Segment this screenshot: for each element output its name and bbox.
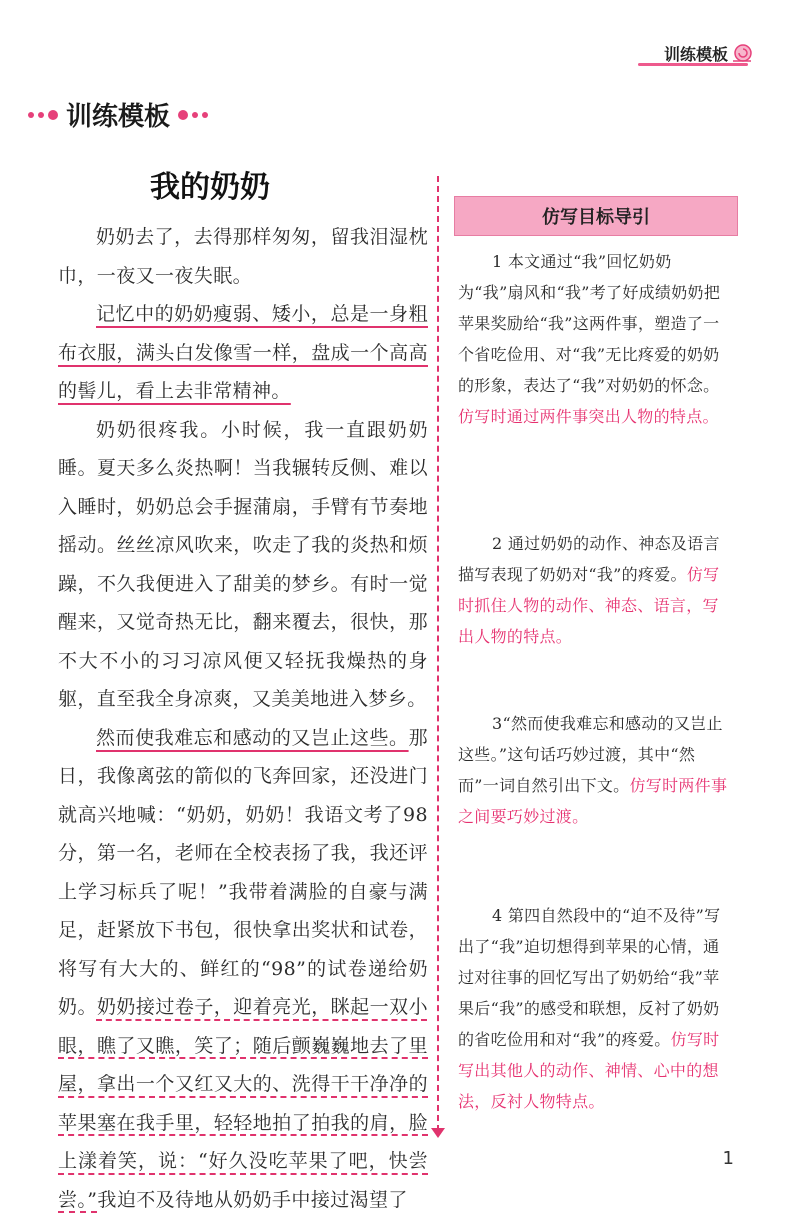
dot: [28, 112, 34, 118]
note-tip: 仿写时写出其他人的动作、神情、心中的想法，反衬人物特点。: [458, 1030, 719, 1111]
guide-title: 仿写目标导引: [542, 203, 650, 229]
note-text: 2 通过奶奶的动作、神态及语言描写表现了奶奶对“我”的疼爱。: [458, 534, 720, 584]
paragraph-3: 奶奶很疼我。小时候，我一直跟奶奶睡。夏天多么炎热啊！当我辗转反侧、难以入睡时，奶奶总会手握蒲扇，手臂有节奏地摇动。丝丝凉风吹来，吹走了我的炎热和烦躁，不久我便进入了甜美的梦乡。有时一觉醒来，又觉奇热无比，翻来覆去，很快，那不大不小的习习凉风便又轻抚我燥热的身躯，直至我全身凉爽，又美美地进入梦乡。: [58, 411, 428, 719]
snail-icon: [730, 40, 754, 64]
note-text: 1 本文通过“我”回忆奶奶为“我”扇风和“我”考了好成绩奶奶把苹果奖励给“我”这两件事，塑造了一个省吃俭用、对“我”无比疼爱的奶奶的形象，表达了“我”对奶奶的怀念。: [458, 252, 720, 395]
dot: [192, 112, 198, 118]
header-tab: [646, 38, 756, 68]
article-title: 我的奶奶: [150, 162, 428, 206]
guide-note-3: [458, 708, 730, 832]
guide-note-2: [458, 528, 730, 652]
dot: [202, 112, 208, 118]
paragraph-4: [58, 719, 428, 1219]
note-text: 4 第四自然段中的“迫不及待”写出了“我”迫切想得到苹果的心情，通过对往事的回忆写出了奶奶给“我”苹果后“我”的感受和联想，反衬了奶奶的省吃俭用和对“我”的疼爱。: [458, 906, 720, 1049]
heading-dots-right: [178, 110, 208, 120]
section-heading: [28, 96, 208, 133]
guide-note-4: [458, 900, 730, 1117]
paragraph-1: 奶奶去了，去得那样匆匆，留我泪湿枕巾，一夜又一夜失眠。: [58, 218, 428, 295]
guide-note-1: [458, 246, 730, 432]
dashed-divider: [437, 176, 439, 1131]
underlined-text: 记忆中的奶奶瘦弱、矮小，总是一身粗布衣服，满头白发像雪一样，盘成一个高高的髻儿，看上去非常精神。: [58, 303, 428, 402]
paragraph-2: [58, 295, 428, 411]
dot: [38, 112, 44, 118]
article: [58, 162, 428, 1219]
page-number: 1: [723, 1148, 734, 1169]
note-tip: 仿写时两件事之间要巧妙过渡。: [458, 776, 727, 826]
arrow-down-icon: [431, 1128, 445, 1138]
note-text: 3“然而使我难忘和感动的又岂止这些。”这句话巧妙过渡，其中“然而”一词自然引出下文。: [458, 714, 723, 795]
dot: [178, 110, 188, 120]
paragraph-4-text: 那日，我像离弦的箭似的飞奔回家，还没进门就高兴地喊：“奶奶，奶奶！我语文考了98分，第一名，老师在全校表扬了我，我还评上学习标兵了呢！”我带着满脸的自豪与满足，赶紧放下书包，很快拿出奖状和试卷，将写有大大的、鲜红的“98”的试卷递给奶奶。: [58, 727, 428, 1019]
note-tip: 仿写时抓住人物的动作、神态、语言，写出人物的特点。: [458, 565, 719, 646]
section-heading-label: 训练模板: [66, 96, 170, 133]
dotted-underlined-text: 奶奶接过卷子，迎着亮光，眯起一双小眼，瞧了又瞧，笑了；随后颤巍巍地去了里屋，拿出一个又红又大的、洗得干干净净的苹果塞在我手里，轻轻地拍了拍我的肩，脸上漾着笑，说：“好久没吃苹果了吧，快尝尝。”: [58, 996, 428, 1211]
underlined-text: 然而使我难忘和感动的又岂止这些。: [96, 727, 409, 749]
paragraph-4-tail: 我迫不及待地从奶奶手中接过渴望了: [97, 1189, 407, 1211]
heading-dots-left: [28, 110, 58, 120]
note-tip: 仿写时通过两件事突出人物的特点。: [458, 407, 719, 426]
header-tab-label: 训练模板: [664, 42, 728, 65]
dot: [48, 110, 58, 120]
guide-title-box: [454, 196, 738, 236]
